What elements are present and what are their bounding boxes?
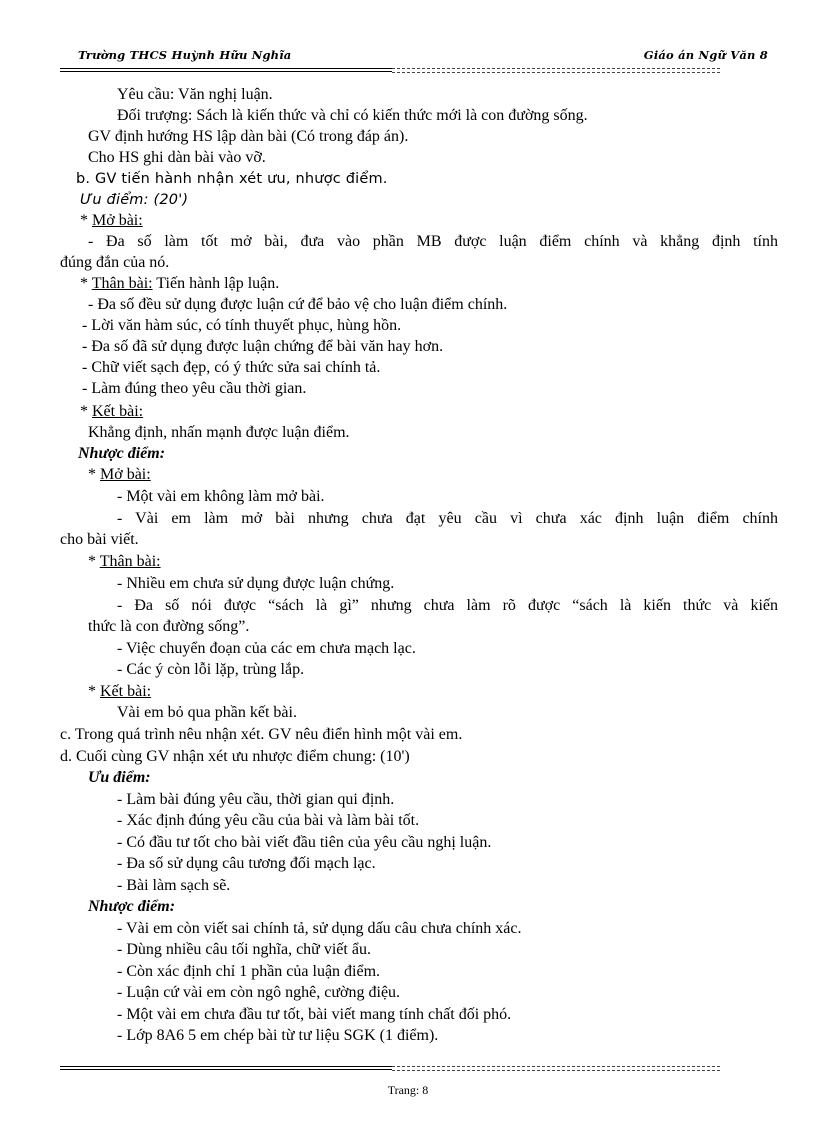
footer-rule-dashed <box>392 1066 720 1071</box>
text-line: Yêu cầu: Văn nghị luận. <box>117 86 273 103</box>
section-label <box>80 211 143 231</box>
text-line: - Có đầu tư tốt cho bài viết đầu tiên của yêu cầu nghị luận. <box>117 834 492 851</box>
text-line: - Vài em làm mở bài nhưng chưa đạt yêu cầu vì chưa xác định luận điểm chính <box>117 510 778 527</box>
section-label <box>88 465 151 485</box>
text-line: - Làm đúng theo yêu cầu thời gian. <box>82 380 307 397</box>
text-line: - Lời văn hàm súc, có tính thuyết phục, hùng hồn. <box>82 317 402 334</box>
section-heading: Nhược điểm: <box>88 898 176 915</box>
text-line: d. Cuối cùng GV nhận xét ưu nhược điểm chung: (10') <box>60 748 410 765</box>
section-label <box>80 402 143 422</box>
section-heading: Ưu điểm: (20') <box>80 192 189 208</box>
label-text: Thân bài: <box>91 275 153 292</box>
text-line: b. GV tiến hành nhận xét ưu, nhược điểm. <box>76 171 388 187</box>
text-line: - Một vài em chưa đầu tư tốt, bài viết mang tính chất đối phó. <box>117 1006 512 1023</box>
bullet-star: * <box>80 403 92 420</box>
text-line: - Luận cứ vài em còn ngô nghê, cường điệu. <box>117 984 401 1001</box>
text-line: - Còn xác định chỉ 1 phần của luận điểm. <box>117 963 381 980</box>
text-line: Vài em bỏ qua phần kết bài. <box>117 704 297 721</box>
label-rest: Tiến hành lập luận. <box>152 275 280 292</box>
bullet-star: * <box>88 466 100 483</box>
text-line: Khẳng định, nhấn mạnh được luận điểm. <box>88 424 350 441</box>
text-line: - Các ý còn lỗi lặp, trùng lắp. <box>117 661 305 678</box>
text-line: - Chữ viết sạch đẹp, có ý thức sửa sai chính tả. <box>82 359 381 376</box>
text-line: - Đa số làm tốt mở bài, đưa vào phần MB được luận điểm chính và khẳng định tính <box>88 233 778 250</box>
label-text: Kết bài: <box>100 683 152 700</box>
label-text: Mở bài: <box>100 466 151 483</box>
text-line: thức là con đường sống”. <box>88 618 250 635</box>
text-line: - Đa số đều sử dụng được luận cứ để bảo vệ cho luận điểm chính. <box>88 296 508 313</box>
footer-rule-solid <box>60 1066 392 1070</box>
label-text: Thân bài: <box>99 553 161 570</box>
text-line: - Bài làm sạch sẽ. <box>117 877 231 894</box>
header-rule-dashed <box>392 68 720 73</box>
text-line: - Đa số nói được “sách là gì” nhưng chưa làm rõ được “sách là kiến thức và kiến <box>117 597 778 614</box>
label-text: Kết bài: <box>92 403 144 420</box>
text-line: - Dùng nhiều câu tối nghĩa, chữ viết ẩu. <box>117 941 371 958</box>
header-school: Trường THCS Huỳnh Hữu Nghĩa <box>78 48 292 62</box>
section-heading: Ưu điểm: <box>88 769 151 786</box>
text-line: - Một vài em không làm mở bài. <box>117 488 325 505</box>
header-rule-solid <box>60 68 392 72</box>
section-label <box>80 274 279 294</box>
text-line: - Làm bài đúng yêu cầu, thời gian qui định. <box>117 791 395 808</box>
text-line: - Lớp 8A6 5 em chép bài từ tư liệu SGK (1 điểm). <box>117 1027 439 1044</box>
text-line: - Nhiều em chưa sử dụng được luận chứng. <box>117 575 395 592</box>
text-line: GV định hướng HS lập dàn bài (Có trong đáp án). <box>88 128 409 145</box>
section-label <box>88 682 151 702</box>
label-text: Mở bài: <box>92 212 143 229</box>
text-line: Đối trượng: Sách là kiến thức và chỉ có kiến thức mới là con đường sống. <box>117 107 588 124</box>
text-line: - Việc chuyển đoạn của các em chưa mạch lạc. <box>117 640 416 657</box>
text-line: c. Trong quá trình nêu nhận xét. GV nêu điển hình một vài em. <box>60 726 463 743</box>
bullet-star: * <box>88 553 100 570</box>
header-subject: Giáo án Ngữ Văn 8 <box>643 48 768 62</box>
text-line: - Xác định đúng yêu cầu của bài và làm bài tốt. <box>117 812 420 829</box>
bullet-star: * <box>80 275 92 292</box>
bullet-star: * <box>80 212 92 229</box>
section-label <box>88 552 161 572</box>
text-line: Cho HS ghi dàn bài vào vỡ. <box>88 149 266 166</box>
section-heading: Nhược điểm: <box>78 445 166 462</box>
text-line: - Vài em còn viết sai chính tả, sử dụng dấu câu chưa chính xác. <box>117 920 522 937</box>
text-line: - Đa số đã sử dụng được luận chứng để bài văn hay hơn. <box>82 338 444 355</box>
text-line: - Đa số sử dụng câu tương đối mạch lạc. <box>117 855 376 872</box>
bullet-star: * <box>88 683 100 700</box>
page-number: Trang: 8 <box>387 1083 429 1097</box>
text-line: cho bài viết. <box>60 531 139 548</box>
text-line: đúng đắn của nó. <box>60 254 170 271</box>
